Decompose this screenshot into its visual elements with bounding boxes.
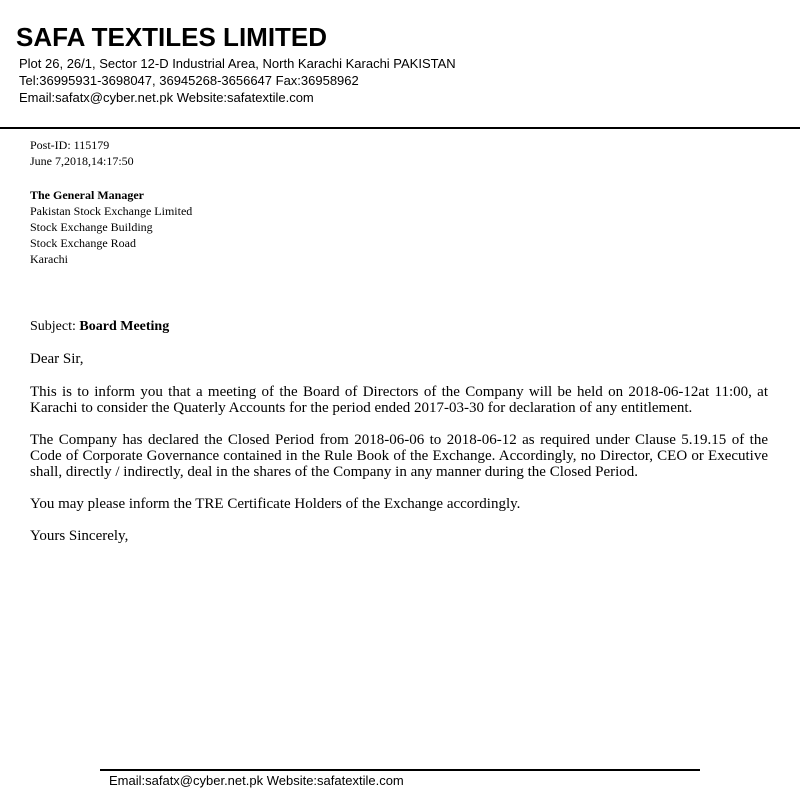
paragraph-meeting: This is to inform you that a meeting of the Board of Directors of the Company will be held on 2018-06-12at 11:00, at Karachi to consider the Quaterly Accounts for the period ended 2017-03-30 for declaration of any entitlement. <box>30 384 768 416</box>
subject-line <box>30 319 768 335</box>
recipient-line: Stock Exchange Road <box>30 236 136 250</box>
company-contact: Email:safatx@cyber.net.pk Website:safatextile.com <box>19 90 314 105</box>
salutation: Dear Sir, <box>30 351 84 367</box>
company-phones: Tel:36995931-3698047, 36945268-3656647 Fax:36958962 <box>19 73 359 88</box>
company-address: Plot 26, 26/1, Sector 12-D Industrial Area, North Karachi Karachi PAKISTAN <box>19 56 456 71</box>
paragraph-inform: You may please inform the TRE Certificate Holders of the Exchange accordingly. <box>30 496 521 512</box>
header-divider <box>0 127 800 129</box>
closing: Yours Sincerely, <box>30 528 129 544</box>
recipient-title: The General Manager <box>30 188 144 202</box>
post-datetime: June 7,2018,14:17:50 <box>30 154 134 168</box>
footer-divider <box>100 769 700 771</box>
post-id: Post-ID: 115179 <box>30 138 110 152</box>
recipient-line: Stock Exchange Building <box>30 220 153 234</box>
paragraph-closed-period: The Company has declared the Closed Period from 2018-06-06 to 2018-06-12 as required under Clause 5.19.15 of the Code of Corporate Governance contained in the Rule Book of the Exchange. Accordingly, no Director, CEO or Executive shall, directly / indirectly, deal in the shares of the Company in any manner during the Closed Period. <box>30 432 768 480</box>
recipient-line: Pakistan Stock Exchange Limited <box>30 204 193 218</box>
subject-text: Board Meeting <box>79 319 170 334</box>
recipient-line: Karachi <box>30 252 68 266</box>
subject-label: Subject: <box>30 319 76 334</box>
company-name: SAFA TEXTILES LIMITED <box>16 22 328 52</box>
footer-contact: Email:safatx@cyber.net.pk Website:safatextile.com <box>109 773 404 788</box>
